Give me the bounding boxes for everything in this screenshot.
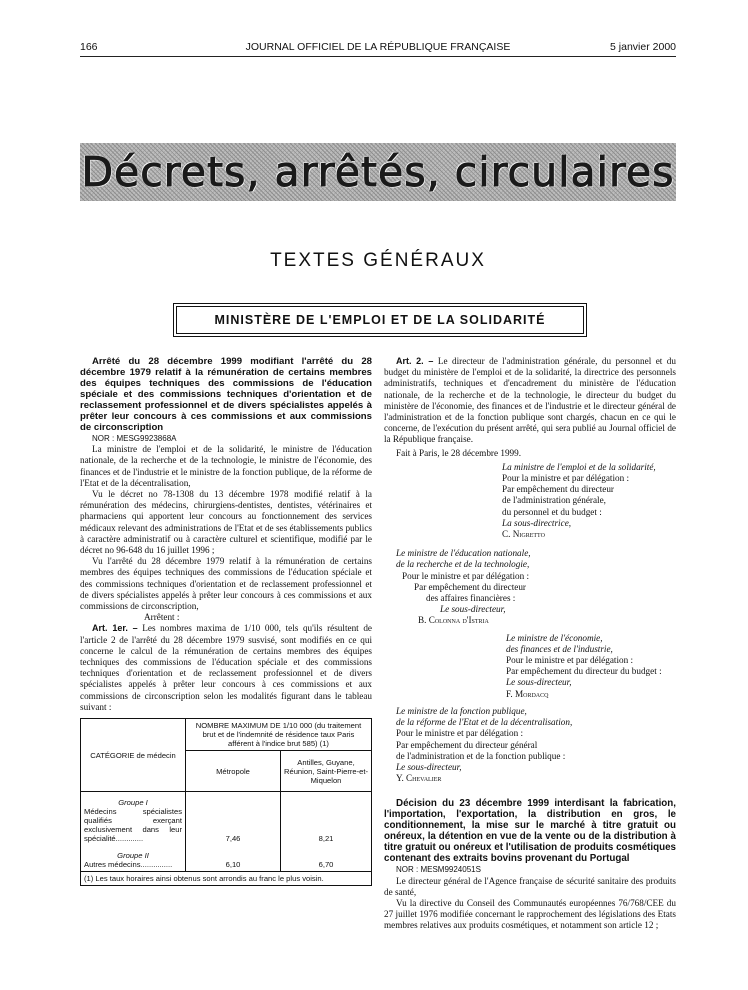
row-2-dom: 6,70 xyxy=(281,845,372,872)
header-rule xyxy=(80,56,676,57)
fait-a-paris: Fait à Paris, le 28 décembre 1999. xyxy=(396,447,522,458)
arrete-nor: NOR : MESG9923868A xyxy=(92,434,177,443)
signature-block-1 xyxy=(384,462,676,540)
table-row xyxy=(81,792,186,846)
sig4-line: de l'administration et de la fonction publique : xyxy=(396,750,566,761)
row-2-label: Autres médecins............... xyxy=(84,860,173,870)
table-row xyxy=(81,845,186,872)
row-1-dom: 8,21 xyxy=(281,792,372,846)
row-2-metropole: 6,10 xyxy=(186,845,281,872)
signature-block-3 xyxy=(384,633,676,700)
sig1-role: La sous-directrice, xyxy=(502,517,572,528)
sig4-line: Par empêchement du directeur général xyxy=(396,739,538,750)
sig2-line: des affaires financières : xyxy=(426,593,516,604)
sig2-name: B. Colonna d'Istria xyxy=(418,615,489,626)
decision-visa-1: Vu la directive du Conseil des Communautés européennes 76/768/CEE du 27 juillet 1976 modifiée concernant le rapprochement des législations des Etats membres relatives aux produits cosmétiques, et notamment son article 12 ; xyxy=(384,897,676,931)
remuneration-table xyxy=(80,718,372,886)
section-title: TEXTES GÉNÉRAUX xyxy=(270,250,486,271)
table-note: (1) Les taux horaires ainsi obtenus sont arrondis au franc le plus voisin. xyxy=(81,872,372,886)
ministry-title: MINISTÈRE DE L'EMPLOI ET DE LA SOLIDARITÉ xyxy=(214,313,546,327)
decision-preamble: Le directeur général de l'Agence française de sécurité sanitaire des produits de santé, xyxy=(384,875,676,897)
ministry-heading xyxy=(176,306,584,334)
sig4-name: Y. Chevalier xyxy=(396,773,442,784)
group-2-label: Groupe II xyxy=(117,851,149,861)
sig2-title: Le ministre de l'éducation nationale, xyxy=(396,548,531,559)
sig3-role: Le sous-directeur, xyxy=(506,677,572,688)
arrete-visa-2: Vu l'arrêté du 28 décembre 1979 relatif à la rémunération de certains membres des équipes techniques des commissions de l'éducation spéciale et des commissions techniques d'orientation et de reclassement professionnel et de divers spécialistes appelés à prêter leur concours à ces commissions et aux commissions de circonscription, xyxy=(80,556,372,612)
arrete-preamble: La ministre de l'emploi et de la solidarité, le ministre de l'éducation nationale, de la recherche et de la technologie, le ministre de l'économie, des finances et de l'industrie et le ministre de la fonction publique, de la réforme de l'Etat et de la décentralisation, xyxy=(80,444,372,488)
sig3-line: Pour le ministre et par délégation : xyxy=(506,655,634,666)
signature-block-4 xyxy=(384,706,634,784)
sig4-role: Le sous-directeur, xyxy=(396,761,462,772)
decision-nor: NOR : MESM9924051S xyxy=(396,865,481,875)
sig2-role: Le sous-directeur, xyxy=(440,604,506,615)
table-header-max: NOMBRE MAXIMUM DE 1/10 000 (du traitement brut et de l'indemnité de résidence taux Paris afférent à l'indice brut 585) (1) xyxy=(186,719,372,751)
article-2-text: Le directeur de l'administration générale, du personnel et du budget du ministère de l'emploi et de la solidarité, la directrice des personnels administratifs, techniques et d'encadrement du ministère de l'éducation nationale, de la recherche et de la technologie, le directeur du budget du ministère de l'économie, des finances et de l'industrie et le directeur général de l'administration et de la fonction publique sont chargés, chacun en ce qui le concerne, de l'exécution du présent arrêté, qui sera publié au Journal officiel de la République française. xyxy=(384,356,676,445)
arrete-visa-1: Vu le décret no 78-1308 du 13 décembre 1978 modifié relatif à la rémunération des médecins, chirurgiens-dentistes, dentistes, vétérinaires et pharmaciens qui apportent leur concours au fonctionnement des services médicaux relevant des administrations de l'Etat et de ses établissements publics à caractère administratif ou à caractère culturel et scientifique, modifié par le décret no 96-648 du 16 juillet 1996 ; xyxy=(80,489,372,556)
table-header-category: CATÉGORIE de médecin xyxy=(81,719,186,792)
sig1-line: Pour la ministre et par délégation : xyxy=(502,473,630,484)
left-column xyxy=(80,356,372,886)
sig3-title: des finances et de l'industrie, xyxy=(506,643,613,654)
arrete-title: Arrêté du 28 décembre 1999 modifiant l'arrêté du 28 décembre 1979 relatif à la rémunération de certains membres des équipes techniques des commissions de l'éducation spéciale et des commissions techniques d'orientation et de reclassement professionnel et de divers spécialistes appelés à prêter leur concours à ces commissions et aux commissions de circonscription xyxy=(80,356,372,433)
article-2 xyxy=(384,356,676,446)
sig1-line: du personnel et du budget : xyxy=(502,506,602,517)
article-2-label: Art. 2. – xyxy=(396,356,434,366)
right-column xyxy=(384,356,676,932)
sig1-name: C. Nigretto xyxy=(502,529,545,540)
sig4-title: Le ministre de la fonction publique, xyxy=(396,705,527,716)
article-1-text: Les nombres maxima de 1/10 000, tels qu'ils résultent de l'article 2 de l'arrêté du 28 décembre 1979 susvisé, sont modifiés en ce qui concerne le calcul de la rémunération de certains membres des équipes techniques des commissions de l'éducation spéciale et des commissions techniques d'orientation et de reclassement professionnel et de divers spécialistes appelés à prêter leur concours à ces commissions et aux commissions de circonscription selon les modalités figurant dans le tableau suivant : xyxy=(80,623,373,712)
sig2-title: de la recherche et de la technologie, xyxy=(396,559,530,570)
arretent-label: Arrêtent : xyxy=(144,612,180,623)
section-banner xyxy=(80,143,676,201)
group-1-label: Groupe I xyxy=(118,798,148,808)
issue-date: 5 janvier 2000 xyxy=(610,41,676,53)
sig3-title: Le ministre de l'économie, xyxy=(506,632,603,643)
page-number: 166 xyxy=(80,41,98,53)
banner-title: Décrets, arrêtés, circulaires xyxy=(81,148,675,196)
sig1-title: La ministre de l'emploi et de la solidarité, xyxy=(502,461,656,472)
row-1-metropole: 7,46 xyxy=(186,792,281,846)
sig2-line: Pour le ministre et par délégation : xyxy=(402,570,530,581)
decision-block xyxy=(384,798,676,931)
article-1-label: Art. 1er. – xyxy=(92,623,138,634)
sig2-line: Par empêchement du directeur xyxy=(414,581,526,592)
sig3-line: Par empêchement du directeur du budget : xyxy=(506,666,662,677)
sig1-line: de l'administration générale, xyxy=(502,495,606,506)
journal-title: JOURNAL OFFICIEL DE LA RÉPUBLIQUE FRANÇAISE xyxy=(245,41,511,53)
signature-block-2 xyxy=(384,548,574,626)
sig4-title: de la réforme de l'Etat et de la décentralisation, xyxy=(396,717,573,728)
sig1-line: Par empêchement du directeur xyxy=(502,484,614,495)
article-1 xyxy=(80,623,372,713)
row-1-label: Médecins spécialistes qualifiés exerçant exclusivement dans leur spécialité............. xyxy=(84,807,182,844)
table-header-metropole: Métropole xyxy=(186,751,281,792)
decision-title: Décision du 23 décembre 1999 interdisant la fabrication, l'importation, l'exportation, la distribution en gros, le conditionnement, la mise sur le marché à titre gratuit ou onéreux, la détention en vue de la vente ou de la distribution à titre gratuit ou onéreux et l'utilisation de produits cosmétiques contenant des extraits bovins provenant du Portugal xyxy=(384,798,676,865)
sig4-line: Pour le ministre et par délégation : xyxy=(396,728,524,739)
table-header-dom: Antilles, Guyane, Réunion, Saint-Pierre-et-Miquelon xyxy=(281,751,372,792)
sig3-name: F. Mordacq xyxy=(506,688,549,699)
